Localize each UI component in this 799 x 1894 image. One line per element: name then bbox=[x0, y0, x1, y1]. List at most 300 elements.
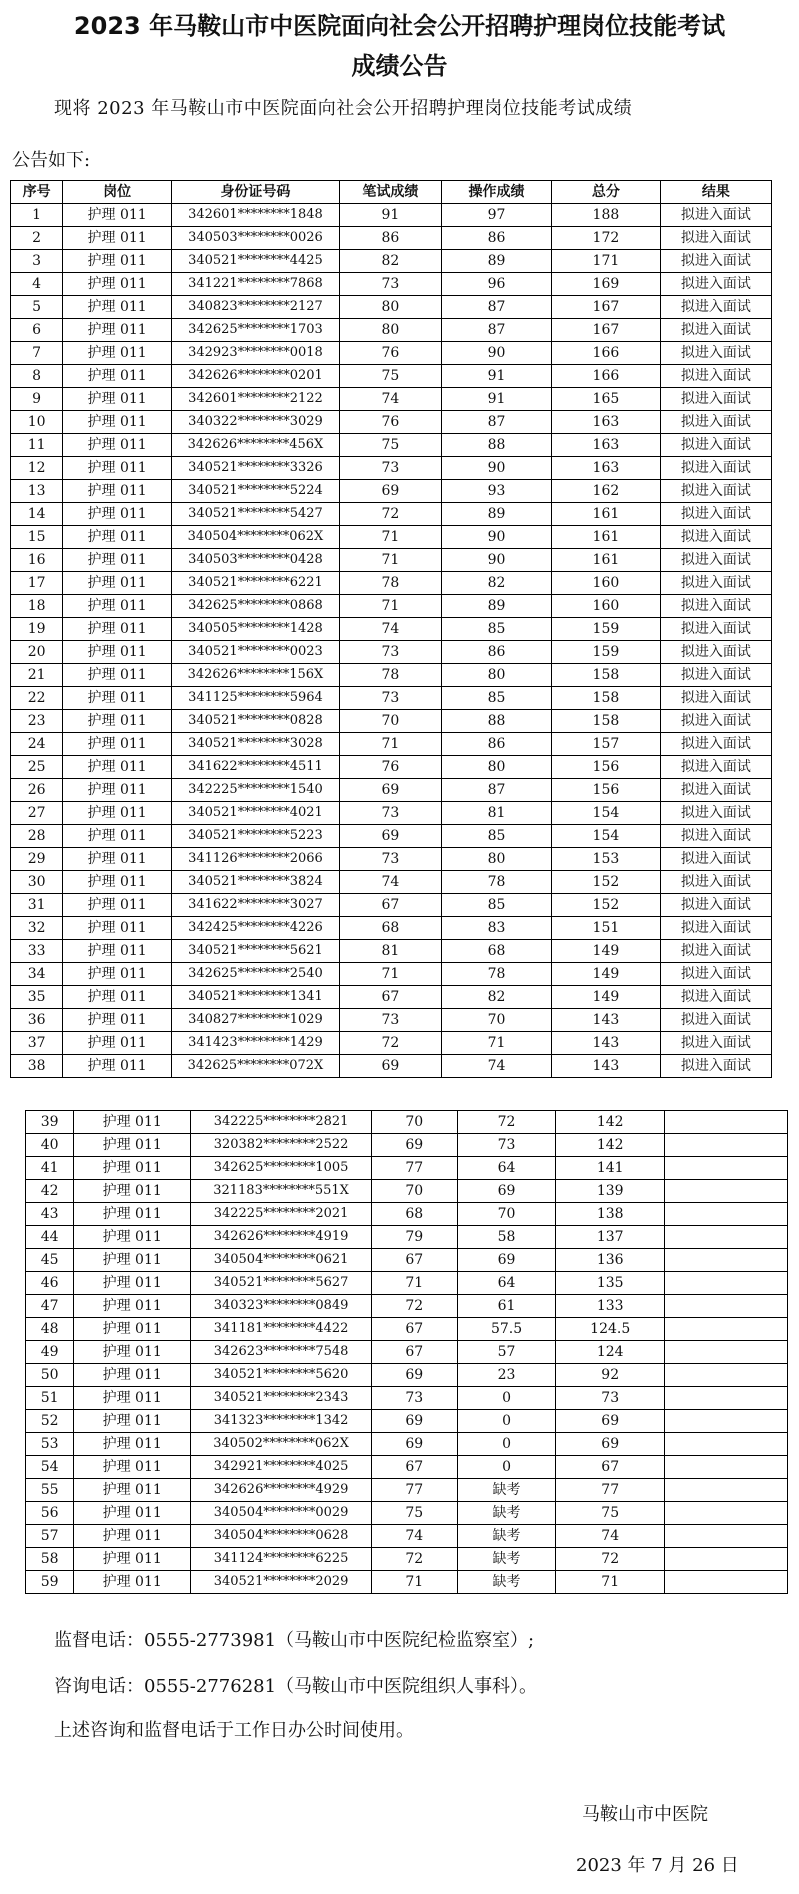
cell-position: 护理 011 bbox=[63, 1055, 172, 1078]
cell-practical-score: 64 bbox=[457, 1157, 556, 1180]
cell-total: 71 bbox=[556, 1571, 665, 1594]
cell-id-number: 342601********2122 bbox=[172, 388, 340, 411]
cell-result: 拟进入面试 bbox=[660, 1055, 771, 1078]
cell-seq: 56 bbox=[26, 1502, 74, 1525]
cell-result: 拟进入面试 bbox=[660, 963, 771, 986]
table-row bbox=[26, 1502, 788, 1525]
cell-practical-score: 85 bbox=[442, 618, 552, 641]
cell-written-score: 70 bbox=[339, 710, 441, 733]
cell-written-score: 82 bbox=[339, 250, 441, 273]
cell-practical-score: 87 bbox=[442, 296, 552, 319]
cell-id-number: 340521********4425 bbox=[172, 250, 340, 273]
cell-position: 护理 011 bbox=[74, 1410, 191, 1433]
cell-written-score: 77 bbox=[372, 1157, 458, 1180]
cell-written-score: 78 bbox=[339, 572, 441, 595]
cell-practical-score: 0 bbox=[457, 1433, 556, 1456]
cell-written-score: 67 bbox=[372, 1249, 458, 1272]
cell-seq: 14 bbox=[11, 503, 63, 526]
cell-result: 拟进入面试 bbox=[660, 687, 771, 710]
cell-total: 124 bbox=[556, 1341, 665, 1364]
cell-id-number: 340521********1341 bbox=[172, 986, 340, 1009]
cell-id-number: 341622********3027 bbox=[172, 894, 340, 917]
cell-practical-score: 0 bbox=[457, 1456, 556, 1479]
col-header-seq: 序号 bbox=[11, 181, 63, 204]
cell-position: 护理 011 bbox=[63, 434, 172, 457]
cell-written-score: 80 bbox=[339, 319, 441, 342]
cell-written-score: 73 bbox=[339, 802, 441, 825]
cell-written-score: 73 bbox=[339, 457, 441, 480]
cell-result: 拟进入面试 bbox=[660, 434, 771, 457]
cell-id-number: 340521********3326 bbox=[172, 457, 340, 480]
cell-id-number: 342225********2821 bbox=[191, 1111, 372, 1134]
table-row bbox=[26, 1525, 788, 1548]
cell-seq: 17 bbox=[11, 572, 63, 595]
cell-result bbox=[664, 1180, 787, 1203]
cell-practical-score: 88 bbox=[442, 710, 552, 733]
cell-practical-score: 87 bbox=[442, 411, 552, 434]
cell-id-number: 340521********5621 bbox=[172, 940, 340, 963]
cell-id-number: 340521********2029 bbox=[191, 1571, 372, 1594]
page-title-line2: 成绩公告 bbox=[351, 52, 448, 80]
cell-seq: 40 bbox=[26, 1134, 74, 1157]
table-row bbox=[11, 480, 772, 503]
cell-position: 护理 011 bbox=[63, 342, 172, 365]
cell-position: 护理 011 bbox=[63, 365, 172, 388]
cell-result: 拟进入面试 bbox=[660, 365, 771, 388]
cell-result: 拟进入面试 bbox=[660, 342, 771, 365]
cell-position: 护理 011 bbox=[63, 227, 172, 250]
cell-id-number: 341125********5964 bbox=[172, 687, 340, 710]
cell-result: 拟进入面试 bbox=[660, 250, 771, 273]
cell-written-score: 74 bbox=[339, 618, 441, 641]
table-row bbox=[11, 733, 772, 756]
cell-total: 135 bbox=[556, 1272, 665, 1295]
cell-id-number: 340502********062X bbox=[191, 1433, 372, 1456]
cell-total: 188 bbox=[551, 204, 660, 227]
intro-text: 现将 2023 年马鞍山市中医院面向社会公开招聘护理岗位技能考试成绩 bbox=[54, 98, 633, 119]
cell-total: 158 bbox=[551, 664, 660, 687]
cell-practical-score: 78 bbox=[442, 963, 552, 986]
cell-result: 拟进入面试 bbox=[660, 733, 771, 756]
cell-total: 69 bbox=[556, 1433, 665, 1456]
cell-written-score: 72 bbox=[339, 1032, 441, 1055]
cell-id-number: 341126********2066 bbox=[172, 848, 340, 871]
cell-seq: 37 bbox=[11, 1032, 63, 1055]
cell-id-number: 340521********6221 bbox=[172, 572, 340, 595]
cell-written-score: 76 bbox=[339, 411, 441, 434]
cell-written-score: 71 bbox=[339, 526, 441, 549]
cell-total: 165 bbox=[551, 388, 660, 411]
cell-id-number: 342225********1540 bbox=[172, 779, 340, 802]
cell-practical-score: 81 bbox=[442, 802, 552, 825]
cell-position: 护理 011 bbox=[74, 1525, 191, 1548]
cell-written-score: 68 bbox=[372, 1203, 458, 1226]
cell-practical-score: 78 bbox=[442, 871, 552, 894]
consultation-phone: 咨询电话：0555-2776281（马鞍山市中医院组织人事科）。 bbox=[54, 1676, 538, 1697]
cell-total: 157 bbox=[551, 733, 660, 756]
cell-total: 166 bbox=[551, 342, 660, 365]
table-row bbox=[11, 779, 772, 802]
cell-seq: 5 bbox=[11, 296, 63, 319]
cell-position: 护理 011 bbox=[74, 1502, 191, 1525]
cell-practical-score: 68 bbox=[442, 940, 552, 963]
cell-result: 拟进入面试 bbox=[660, 503, 771, 526]
table-row bbox=[11, 572, 772, 595]
cell-id-number: 340504********0621 bbox=[191, 1249, 372, 1272]
cell-practical-score: 85 bbox=[442, 825, 552, 848]
cell-written-score: 81 bbox=[339, 940, 441, 963]
cell-seq: 20 bbox=[11, 641, 63, 664]
table-row bbox=[11, 365, 772, 388]
cell-practical-score: 57 bbox=[457, 1341, 556, 1364]
cell-seq: 51 bbox=[26, 1387, 74, 1410]
table-row bbox=[11, 595, 772, 618]
cell-total: 163 bbox=[551, 434, 660, 457]
cell-seq: 13 bbox=[11, 480, 63, 503]
cell-result: 拟进入面试 bbox=[660, 411, 771, 434]
cell-seq: 1 bbox=[11, 204, 63, 227]
cell-seq: 23 bbox=[11, 710, 63, 733]
cell-seq: 15 bbox=[11, 526, 63, 549]
cell-result: 拟进入面试 bbox=[660, 871, 771, 894]
table-header-row bbox=[11, 181, 772, 204]
cell-practical-score: 90 bbox=[442, 457, 552, 480]
cell-seq: 12 bbox=[11, 457, 63, 480]
cell-total: 142 bbox=[556, 1111, 665, 1134]
cell-written-score: 78 bbox=[339, 664, 441, 687]
cell-written-score: 73 bbox=[339, 273, 441, 296]
cell-id-number: 340504********062X bbox=[172, 526, 340, 549]
cell-position: 护理 011 bbox=[74, 1134, 191, 1157]
cell-total: 167 bbox=[551, 296, 660, 319]
cell-total: 133 bbox=[556, 1295, 665, 1318]
cell-position: 护理 011 bbox=[63, 687, 172, 710]
cell-seq: 50 bbox=[26, 1364, 74, 1387]
cell-position: 护理 011 bbox=[63, 204, 172, 227]
table-row bbox=[26, 1157, 788, 1180]
table-row bbox=[11, 710, 772, 733]
cell-seq: 18 bbox=[11, 595, 63, 618]
table-row bbox=[11, 825, 772, 848]
cell-written-score: 70 bbox=[372, 1111, 458, 1134]
cell-position: 护理 011 bbox=[74, 1479, 191, 1502]
cell-total: 158 bbox=[551, 687, 660, 710]
cell-id-number: 342626********4929 bbox=[191, 1479, 372, 1502]
cell-id-number: 342623********7548 bbox=[191, 1341, 372, 1364]
cell-written-score: 67 bbox=[372, 1456, 458, 1479]
cell-seq: 36 bbox=[11, 1009, 63, 1032]
cell-position: 护理 011 bbox=[74, 1295, 191, 1318]
cell-result bbox=[664, 1410, 787, 1433]
cell-position: 护理 011 bbox=[63, 894, 172, 917]
cell-written-score: 72 bbox=[372, 1295, 458, 1318]
cell-written-score: 73 bbox=[339, 1009, 441, 1032]
cell-position: 护理 011 bbox=[74, 1180, 191, 1203]
cell-total: 143 bbox=[551, 1009, 660, 1032]
cell-position: 护理 011 bbox=[74, 1364, 191, 1387]
cell-total: 156 bbox=[551, 756, 660, 779]
cell-written-score: 86 bbox=[339, 227, 441, 250]
cell-seq: 47 bbox=[26, 1295, 74, 1318]
table-row bbox=[26, 1272, 788, 1295]
cell-written-score: 80 bbox=[339, 296, 441, 319]
cell-total: 161 bbox=[551, 549, 660, 572]
cell-seq: 42 bbox=[26, 1180, 74, 1203]
cell-written-score: 73 bbox=[372, 1387, 458, 1410]
cell-written-score: 69 bbox=[372, 1364, 458, 1387]
cell-result bbox=[664, 1134, 787, 1157]
cell-total: 137 bbox=[556, 1226, 665, 1249]
cell-total: 149 bbox=[551, 940, 660, 963]
intro-text-line2: 公告如下: bbox=[12, 150, 91, 171]
cell-seq: 28 bbox=[11, 825, 63, 848]
table-row bbox=[11, 388, 772, 411]
cell-seq: 16 bbox=[11, 549, 63, 572]
cell-total: 143 bbox=[551, 1032, 660, 1055]
cell-total: 156 bbox=[551, 779, 660, 802]
cell-written-score: 91 bbox=[339, 204, 441, 227]
cell-result: 拟进入面试 bbox=[660, 1009, 771, 1032]
cell-practical-score: 57.5 bbox=[457, 1318, 556, 1341]
cell-seq: 39 bbox=[26, 1111, 74, 1134]
table-row bbox=[11, 204, 772, 227]
cell-result: 拟进入面试 bbox=[660, 227, 771, 250]
cell-seq: 32 bbox=[11, 917, 63, 940]
cell-total: 154 bbox=[551, 825, 660, 848]
cell-result bbox=[664, 1341, 787, 1364]
cell-position: 护理 011 bbox=[63, 733, 172, 756]
table-row bbox=[26, 1571, 788, 1594]
cell-result bbox=[664, 1548, 787, 1571]
cell-written-score: 76 bbox=[339, 756, 441, 779]
cell-id-number: 340521********5627 bbox=[191, 1272, 372, 1295]
cell-practical-score: 90 bbox=[442, 549, 552, 572]
cell-practical-score: 89 bbox=[442, 503, 552, 526]
cell-position: 护理 011 bbox=[74, 1226, 191, 1249]
cell-written-score: 69 bbox=[372, 1134, 458, 1157]
cell-practical-score: 93 bbox=[442, 480, 552, 503]
cell-id-number: 342626********456X bbox=[172, 434, 340, 457]
cell-position: 护理 011 bbox=[63, 296, 172, 319]
cell-total: 75 bbox=[556, 1502, 665, 1525]
cell-total: 149 bbox=[551, 963, 660, 986]
cell-result bbox=[664, 1479, 787, 1502]
cell-practical-score: 87 bbox=[442, 779, 552, 802]
cell-total: 153 bbox=[551, 848, 660, 871]
cell-total: 167 bbox=[551, 319, 660, 342]
cell-total: 67 bbox=[556, 1456, 665, 1479]
cell-written-score: 71 bbox=[339, 733, 441, 756]
cell-result: 拟进入面试 bbox=[660, 595, 771, 618]
table-row bbox=[11, 917, 772, 940]
cell-result bbox=[664, 1295, 787, 1318]
table-row bbox=[11, 503, 772, 526]
cell-position: 护理 011 bbox=[63, 848, 172, 871]
cell-written-score: 69 bbox=[372, 1410, 458, 1433]
cell-result bbox=[664, 1157, 787, 1180]
cell-practical-score: 23 bbox=[457, 1364, 556, 1387]
cell-position: 护理 011 bbox=[74, 1203, 191, 1226]
cell-practical-score: 88 bbox=[442, 434, 552, 457]
table-row bbox=[11, 549, 772, 572]
cell-seq: 49 bbox=[26, 1341, 74, 1364]
announcement-date: 2023 年 7 月 26 日 bbox=[576, 1855, 739, 1876]
cell-position: 护理 011 bbox=[63, 595, 172, 618]
cell-practical-score: 83 bbox=[442, 917, 552, 940]
cell-result: 拟进入面试 bbox=[660, 825, 771, 848]
cell-result: 拟进入面试 bbox=[660, 296, 771, 319]
table-row bbox=[11, 756, 772, 779]
cell-written-score: 69 bbox=[339, 480, 441, 503]
cell-seq: 26 bbox=[11, 779, 63, 802]
cell-id-number: 340505********1428 bbox=[172, 618, 340, 641]
cell-practical-score: 96 bbox=[442, 273, 552, 296]
cell-practical-score: 58 bbox=[457, 1226, 556, 1249]
cell-position: 护理 011 bbox=[74, 1387, 191, 1410]
cell-seq: 19 bbox=[11, 618, 63, 641]
cell-practical-score: 69 bbox=[457, 1180, 556, 1203]
results-table-part2 bbox=[25, 1110, 788, 1594]
table-row bbox=[11, 342, 772, 365]
table-row bbox=[26, 1180, 788, 1203]
cell-written-score: 77 bbox=[372, 1479, 458, 1502]
cell-id-number: 340504********0029 bbox=[191, 1502, 372, 1525]
cell-total: 160 bbox=[551, 572, 660, 595]
cell-written-score: 71 bbox=[372, 1571, 458, 1594]
table-row bbox=[11, 848, 772, 871]
cell-position: 护理 011 bbox=[74, 1157, 191, 1180]
cell-written-score: 67 bbox=[339, 894, 441, 917]
cell-total: 162 bbox=[551, 480, 660, 503]
cell-result bbox=[664, 1502, 787, 1525]
cell-id-number: 340521********3824 bbox=[172, 871, 340, 894]
table-row bbox=[11, 871, 772, 894]
cell-total: 169 bbox=[551, 273, 660, 296]
cell-position: 护理 011 bbox=[63, 664, 172, 687]
cell-result bbox=[664, 1318, 787, 1341]
cell-seq: 25 bbox=[11, 756, 63, 779]
cell-practical-score: 85 bbox=[442, 687, 552, 710]
cell-seq: 2 bbox=[11, 227, 63, 250]
cell-practical-score: 90 bbox=[442, 342, 552, 365]
cell-total: 166 bbox=[551, 365, 660, 388]
cell-id-number: 340503********0026 bbox=[172, 227, 340, 250]
cell-total: 72 bbox=[556, 1548, 665, 1571]
cell-position: 护理 011 bbox=[63, 388, 172, 411]
cell-id-number: 342923********0018 bbox=[172, 342, 340, 365]
cell-result: 拟进入面试 bbox=[660, 802, 771, 825]
cell-result: 拟进入面试 bbox=[660, 618, 771, 641]
table-row bbox=[11, 296, 772, 319]
cell-seq: 53 bbox=[26, 1433, 74, 1456]
cell-written-score: 70 bbox=[372, 1180, 458, 1203]
cell-seq: 29 bbox=[11, 848, 63, 871]
table-row bbox=[11, 940, 772, 963]
cell-id-number: 340323********0849 bbox=[191, 1295, 372, 1318]
cell-id-number: 342625********1005 bbox=[191, 1157, 372, 1180]
cell-result: 拟进入面试 bbox=[660, 526, 771, 549]
cell-result: 拟进入面试 bbox=[660, 549, 771, 572]
col-header-result: 结果 bbox=[660, 181, 771, 204]
table-body-part1 bbox=[11, 204, 772, 1078]
cell-id-number: 342625********0868 bbox=[172, 595, 340, 618]
cell-seq: 11 bbox=[11, 434, 63, 457]
cell-seq: 45 bbox=[26, 1249, 74, 1272]
cell-written-score: 72 bbox=[372, 1548, 458, 1571]
cell-total: 73 bbox=[556, 1387, 665, 1410]
cell-written-score: 76 bbox=[339, 342, 441, 365]
cell-position: 护理 011 bbox=[63, 411, 172, 434]
cell-id-number: 340521********2343 bbox=[191, 1387, 372, 1410]
cell-result: 拟进入面试 bbox=[660, 986, 771, 1009]
cell-result bbox=[664, 1203, 787, 1226]
cell-id-number: 340503********0428 bbox=[172, 549, 340, 572]
table-row bbox=[26, 1318, 788, 1341]
cell-result: 拟进入面试 bbox=[660, 204, 771, 227]
cell-written-score: 68 bbox=[339, 917, 441, 940]
cell-position: 护理 011 bbox=[63, 503, 172, 526]
cell-result bbox=[664, 1433, 787, 1456]
cell-seq: 55 bbox=[26, 1479, 74, 1502]
cell-practical-score: 71 bbox=[442, 1032, 552, 1055]
cell-position: 护理 011 bbox=[63, 779, 172, 802]
cell-id-number: 342625********072X bbox=[172, 1055, 340, 1078]
cell-total: 139 bbox=[556, 1180, 665, 1203]
cell-id-number: 342225********2021 bbox=[191, 1203, 372, 1226]
cell-result: 拟进入面试 bbox=[660, 756, 771, 779]
cell-seq: 48 bbox=[26, 1318, 74, 1341]
col-header-practical-score: 操作成绩 bbox=[442, 181, 552, 204]
cell-seq: 34 bbox=[11, 963, 63, 986]
cell-position: 护理 011 bbox=[63, 572, 172, 595]
cell-position: 护理 011 bbox=[63, 825, 172, 848]
cell-practical-score: 89 bbox=[442, 250, 552, 273]
cell-result: 拟进入面试 bbox=[660, 779, 771, 802]
cell-total: 143 bbox=[551, 1055, 660, 1078]
cell-practical-score: 缺考 bbox=[457, 1502, 556, 1525]
cell-practical-score: 86 bbox=[442, 227, 552, 250]
cell-written-score: 79 bbox=[372, 1226, 458, 1249]
table-row bbox=[11, 894, 772, 917]
cell-seq: 24 bbox=[11, 733, 63, 756]
cell-position: 护理 011 bbox=[63, 756, 172, 779]
cell-practical-score: 69 bbox=[457, 1249, 556, 1272]
organization-signature: 马鞍山市中医院 bbox=[582, 1804, 708, 1825]
cell-practical-score: 82 bbox=[442, 986, 552, 1009]
cell-result: 拟进入面试 bbox=[660, 1032, 771, 1055]
cell-written-score: 71 bbox=[339, 595, 441, 618]
cell-seq: 31 bbox=[11, 894, 63, 917]
cell-seq: 44 bbox=[26, 1226, 74, 1249]
table-row bbox=[11, 411, 772, 434]
cell-practical-score: 缺考 bbox=[457, 1525, 556, 1548]
cell-result: 拟进入面试 bbox=[660, 710, 771, 733]
cell-written-score: 69 bbox=[339, 1055, 441, 1078]
cell-written-score: 69 bbox=[339, 779, 441, 802]
cell-practical-score: 64 bbox=[457, 1272, 556, 1295]
table-row bbox=[11, 802, 772, 825]
cell-written-score: 75 bbox=[339, 434, 441, 457]
cell-practical-score: 74 bbox=[442, 1055, 552, 1078]
cell-position: 护理 011 bbox=[63, 871, 172, 894]
cell-result: 拟进入面试 bbox=[660, 894, 771, 917]
cell-practical-score: 缺考 bbox=[457, 1548, 556, 1571]
cell-written-score: 73 bbox=[339, 641, 441, 664]
table-row bbox=[11, 457, 772, 480]
cell-position: 护理 011 bbox=[63, 1032, 172, 1055]
table-row bbox=[11, 641, 772, 664]
cell-written-score: 75 bbox=[372, 1502, 458, 1525]
